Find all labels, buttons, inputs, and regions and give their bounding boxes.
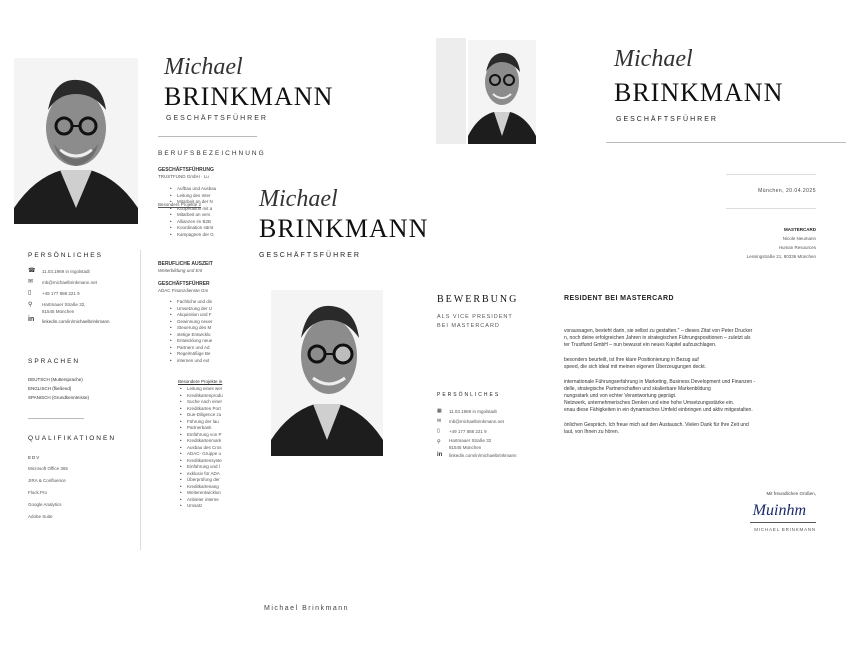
list-item: • Kreditkartenprodu (178, 393, 223, 400)
cv-skill-4: Google Analytics (28, 502, 62, 507)
letter-date-rule-1 (726, 174, 816, 175)
list-item: • Gewinnung neuer (168, 319, 213, 326)
letter-divider-1 (606, 142, 846, 143)
cover-subtitle-2: BEI MASTERCARD (437, 323, 500, 329)
letter-body (564, 328, 846, 444)
list-item: • Aufbau und Ausbau (168, 186, 216, 193)
cover-portrait (271, 290, 383, 456)
letter-closing: Mit freundlichen Grüßen, (766, 491, 816, 496)
letter-signed-name: MICHAEL BRINKMANN (754, 527, 816, 532)
list-item: • Anbieter interne (178, 497, 223, 504)
cover-mobile: +49 177 888 221 9 (449, 429, 487, 434)
list-item: • Leitung des Inter (168, 193, 216, 200)
list-item: • Kampagnen der G (168, 232, 216, 239)
letter-line: speed, die sich ideal mit meinen eigenen Überzeugungen deckt. (564, 364, 707, 370)
location-icon: ⚲ (28, 302, 33, 308)
cover-city: 81545 München (449, 445, 482, 450)
list-item: • Einführung von P (178, 432, 223, 439)
cv-lang3: SPANISCH (Grundkenntnisse) (28, 395, 89, 400)
cv-job3-list2 (178, 386, 223, 510)
cover-linkedin-icon: in (437, 452, 443, 458)
cv-job1-note: Besonders Projekte 2 (158, 202, 202, 207)
list-item: • Ausbau des Cros (178, 445, 223, 452)
recipient-dept: Human Resources (778, 245, 816, 250)
letter-line: Netzwerk, unternehmerisches Denken und eine hohe Umsetzungsstärke ein. (564, 400, 735, 406)
list-item: • Kreditkartensyste (178, 458, 223, 465)
list-item: • Führung der lau (178, 419, 223, 426)
cover-section-personal: PERSÖNLICHES (437, 392, 501, 398)
list-item: • Regelmäßige Be (168, 351, 213, 358)
list-item: • Akquisition und F (168, 312, 213, 319)
cv-column-divider (140, 250, 141, 550)
cover-location-icon: ⚲ (437, 439, 441, 445)
cv-page (12, 40, 334, 560)
cv-city: 81545 München (42, 309, 75, 314)
list-item: • Mitarbeit an vers (168, 212, 216, 219)
letter-paragraph (564, 379, 846, 414)
letter-paragraph (564, 328, 846, 349)
cv-phone: 11.03.1969 in Ingolstadt (42, 269, 90, 274)
cv-job1-company: TRUSTFUND GmbH · Lu (158, 174, 209, 179)
cover-mail-icon: ✉ (437, 418, 442, 424)
letter-paragraph (564, 357, 846, 371)
list-item: • Entwicklung neue (168, 338, 213, 345)
letter-line: n, noch deine erfolgreichen Jahren in strategischen Führungspositionen – zuletzt als (564, 335, 751, 341)
cover-last-name: BRINKMANN (259, 214, 429, 243)
list-item: • Leitung eines wer (178, 386, 223, 393)
cover-linkedin[interactable]: linkedin.com/in/michaelbrinkmann (449, 453, 517, 458)
list-item: • Kooperation mit a (168, 206, 216, 213)
cv-section-languages: SPRACHEN (28, 358, 81, 365)
list-item: • ADAC- Gruppe u (178, 451, 223, 458)
cv-job3-title: GESCHÄFTSFÜHRER (158, 281, 210, 287)
signature-line (750, 522, 816, 523)
list-item: • Kreditkarten Port (178, 406, 223, 413)
recipient-company: MASTERCARD (784, 227, 816, 232)
cv-skill-2: JIRA & Confluence (28, 478, 66, 483)
cv-job3-company: ADAC Finanzdienste Gm (158, 288, 209, 293)
list-item: • Überprüfung der (178, 477, 223, 484)
cv-email: mb@michaelbrinkmann.net (42, 280, 97, 285)
letter-signature: Muinhm (752, 502, 806, 519)
letter-date: München, 20.04.2025 (758, 188, 816, 194)
letter-line: önlichen Gespräch. Ich freue mich auf den Austausch. Vielen Dank für Ihre Zeit und (564, 422, 749, 428)
letter-line: enau diese Fähigkeiten in ein dynamisches Umfeld einbringen und aktiv mitgestalten. (564, 407, 753, 413)
list-item: • internen und ext (168, 358, 213, 365)
cv-mobile: +49 177 888 221 9 (42, 291, 80, 296)
list-item: • Umsetzung der U (168, 306, 213, 313)
recipient-name: Nicole Neumann (782, 236, 816, 241)
cover-first-name: Michael (259, 186, 338, 212)
list-item: • stetige Entwicklu (168, 332, 213, 339)
letter-date-rule-2 (726, 208, 816, 209)
letter-line: besonders beurteilt, ist Ihre klare Positionierung in Bezug auf (564, 357, 699, 363)
cv-skill-5: Adobe Suite (28, 514, 53, 519)
cv-linkedin[interactable]: linkedin.com/in/michaelbrinkmann (42, 319, 110, 324)
cover-calendar-icon: ▦ (437, 408, 442, 414)
letter-line: internationale Führungserfahrung in Marketing, Business Development und Finanzen - (564, 379, 756, 385)
letter-line: nungsstark und von echter Verantwortung geprägt. (564, 393, 677, 399)
letter-last-name: BRINKMANN (614, 78, 784, 107)
list-item: • Kreditkartenang (178, 484, 223, 491)
cover-street: Hartmauer Straße 32 (449, 438, 492, 443)
letter-line: ter Trustfund GmbH – nun bewusst ein neues Kapitel aufzuschlagen. (564, 342, 717, 348)
cv-divider (158, 136, 257, 137)
list-item: • Suche nach einer (178, 399, 223, 406)
cv-section-personal: PERSÖNLICHES (28, 252, 103, 259)
cover-subtitle-1: ALS VICE PRESIDENT (437, 314, 513, 320)
letter-subject: RESIDENT BEI MASTERCARD (564, 295, 674, 302)
mail-icon: ✉ (28, 279, 34, 285)
cv-job3-list (168, 299, 213, 364)
cv-section-job: BERUFSBEZEICHNUNG (158, 150, 266, 157)
cv-job1-list (168, 186, 216, 238)
list-item: • Steuerung des M (168, 325, 213, 332)
list-item: • Einführung und l (178, 464, 223, 471)
cv-job2-note: Weiterbildung und Ent (158, 268, 203, 273)
cover-role: GESCHÄFTSFÜHRER (259, 252, 361, 259)
cv-lang2: ENGLISCH (fließend) (28, 386, 72, 391)
cv-job2-title: BERUFLICHE AUSZEIT (158, 261, 213, 267)
letter-first-name: Michael (614, 46, 693, 72)
mobile-icon: ▯ (28, 290, 32, 296)
list-item: • Koordination sämt (168, 225, 216, 232)
list-item: • Umsatz (178, 503, 223, 510)
cv-quali-divider (28, 418, 84, 419)
list-item: • Partnern und Ad (168, 345, 213, 352)
list-item: • Kreditkartenmark (178, 438, 223, 445)
letter-portrait (468, 40, 536, 144)
letter-side-band (436, 38, 466, 144)
list-item: • Partnerbank (178, 425, 223, 432)
recipient-address: Lessingstraße 21, 80336 München (746, 254, 816, 259)
footer-name: Michael Brinkmann (264, 605, 350, 612)
cv-portrait (14, 58, 138, 224)
cv-lang1: DEUTSCH (Muttersprache) (28, 377, 83, 382)
letter-line: delle, strategische Partnerschaften und skalierbare Markenbildung (564, 386, 711, 392)
list-item: • Due-Diligence zu (178, 412, 223, 419)
cv-skill-3: Flock.Pro (28, 490, 48, 495)
cover-title: BEWERBUNG (437, 294, 519, 305)
cover-birth: 11.03.1969 in Ingolstadt (449, 409, 497, 414)
cv-job3-projects: Besondere Projekte in (178, 379, 223, 384)
cv-edv: EDV (28, 455, 41, 460)
linkedin-icon: in (28, 316, 35, 323)
list-item: • exklusiv für ADA (178, 471, 223, 478)
cv-role: GESCHÄFTSFÜHRER (166, 115, 268, 122)
cv-skill-1: Microsoft Office 365 (28, 466, 68, 471)
cover-page (253, 180, 563, 492)
cover-email: mb@michaelbrinkmann.net (449, 419, 504, 424)
cover-mobile-icon: ▯ (437, 428, 440, 434)
cv-street: Hartmauer Straße 32, (42, 302, 86, 307)
list-item: • Mitarbeit an der N (168, 199, 216, 206)
cv-last-name: BRINKMANN (164, 82, 334, 111)
phone-icon: ☎ (28, 268, 36, 274)
letter-role: GESCHÄFTSFÜHRER (616, 116, 718, 123)
letter-paragraph (564, 422, 846, 436)
cv-section-quali: QUALIFIKATIONEN (28, 435, 117, 442)
cv-job1-title: GESCHÄFTSFÜHRUNG (158, 167, 214, 173)
list-item: • Allianzen im B2B (168, 219, 216, 226)
cv-first-name: Michael (164, 54, 243, 80)
letter-line: laut, von Ihnen zu hören. (564, 429, 620, 435)
letter-line: voraussagen, besteht darin, sie selbst zu gestalten." – dieses Zitat von Peter Drucker (564, 328, 753, 334)
list-item: • Fachliche und dis (168, 299, 213, 306)
list-item: • Weiterentwicklun (178, 490, 223, 497)
